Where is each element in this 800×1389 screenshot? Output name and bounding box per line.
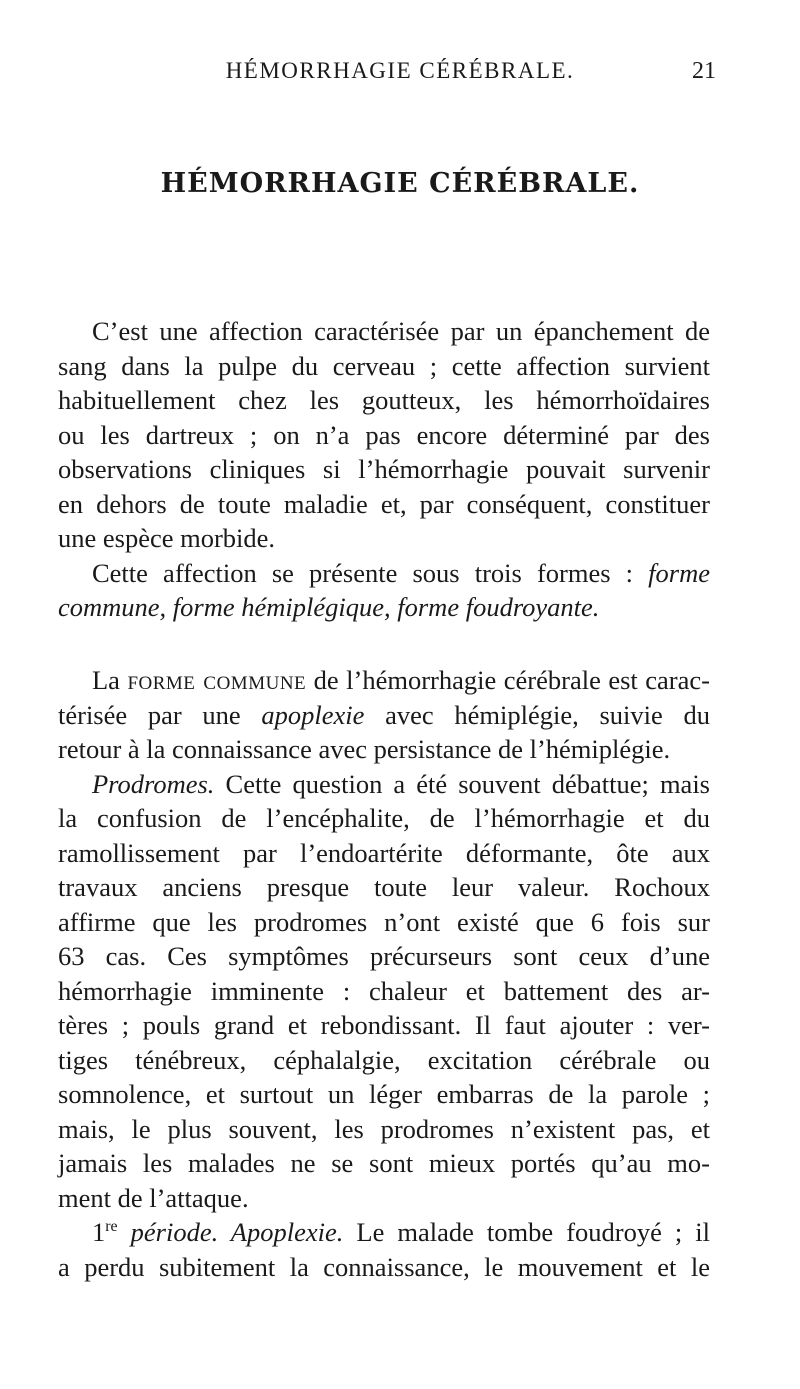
text-run: La: [92, 665, 128, 695]
intro-section: [58, 314, 710, 625]
text-line: ment de l’attaque.: [58, 1182, 249, 1213]
italic-term: Prodromes.: [92, 768, 215, 799]
text-run: Cette question a été souvent débattue; mais: [214, 768, 710, 799]
text-line: observations cliniques si l’hémorrhagie pouvait survenir: [58, 454, 710, 484]
text-line: sang dans la pulpe du cerveau ; cette affection survient: [58, 350, 710, 381]
text-run: Cette affection se présente sous trois formes :: [92, 557, 649, 588]
text-line: tiges ténébreux, céphalalgie, excitation cérébrale ou: [58, 1044, 710, 1075]
text-line: [58, 767, 710, 802]
italic-term: période. Apoplexie.: [117, 1217, 344, 1247]
running-head: [0, 54, 800, 94]
text-line: a perdu subitement la connaissance, le mouvement et le: [58, 1251, 710, 1282]
smallcaps-term: forme commune: [127, 665, 307, 695]
text-run: de l’hémorrhagie cérébrale est carac-: [306, 665, 710, 695]
text-line: [58, 698, 710, 733]
text-line: somnolence, et surtout un léger embarras de la parole ;: [58, 1079, 710, 1109]
italic-term: forme: [648, 557, 710, 588]
text-line: la confusion de l’encéphalite, de l’hémorrhagie et du: [58, 803, 710, 833]
text-line: une espèce morbide.: [58, 523, 276, 553]
text-line: 63 cas. Ces symptômes précurseurs sont ceux d’une: [58, 941, 710, 971]
text-line: mais, le plus souvent, les prodromes n’existent pas, et: [58, 1113, 710, 1144]
text-line: [58, 663, 710, 698]
text-run: 1: [92, 1217, 106, 1247]
text-line: ou les dartreux ; on n’a pas encore déterminé par des: [58, 419, 710, 450]
page-number: 21: [692, 58, 716, 84]
text-run: avec hémiplégie, suivie du: [364, 699, 710, 730]
text-run: Le malade tombe foudroyé ; il: [343, 1217, 711, 1247]
text-line: hémorrhagie imminente : chaleur et battement des ar-: [58, 975, 710, 1006]
text-line: habituellement chez les goutteux, les hémorrhoïdaires: [58, 385, 710, 415]
common-form-section: [58, 663, 710, 1284]
text-line: [58, 1215, 710, 1250]
text-line: tères ; pouls grand et rebondissant. Il faut ajouter : ver-: [58, 1010, 710, 1040]
text-line: [58, 556, 710, 591]
text-line: en dehors de toute maladie et, par conséquent, constituer: [58, 488, 710, 519]
text-line: C’est une affection caractérisée par un épanchement de: [92, 316, 710, 346]
italic-term: apoplexie: [261, 699, 365, 730]
text-run: térisée par une: [58, 699, 262, 730]
running-title: HÉMORRHAGIE CÉRÉBRALE.: [225, 58, 575, 83]
ordinal-suffix: re: [105, 1218, 118, 1236]
text-line: travaux anciens presque toute leur valeur. Rochoux: [58, 872, 710, 902]
chapter-title: HÉMORRHAGIE CÉRÉBRALE.: [160, 168, 640, 199]
text-line: commune, forme hémiplégique, forme foudroyante.: [58, 592, 600, 622]
text-line: ramollissement par l’endoartérite déformante, ôte aux: [58, 837, 710, 868]
text-line: retour à la connaissance avec persistance de l’hémiplégie.: [58, 734, 671, 764]
text-line: jamais les malades ne se sont mieux portés qu’au mo-: [58, 1148, 710, 1178]
text-line: affirme que les prodromes n’ont existé que 6 fois sur: [58, 906, 710, 937]
